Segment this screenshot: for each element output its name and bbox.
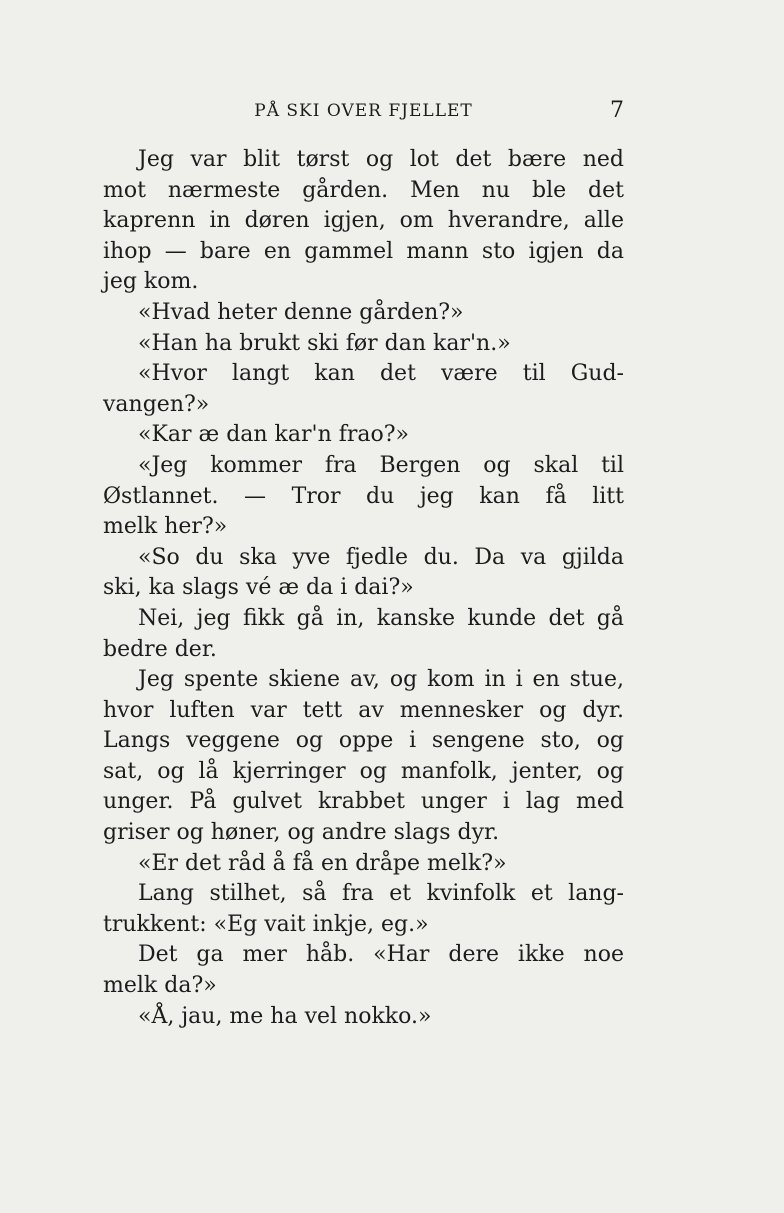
text-line: «Hvor langt kan det være til Gud- [138,361,624,387]
text-line: «Er det råd å få en dråpe melk?» [138,850,507,876]
text-line: melk her?» [103,514,228,540]
text-line: mot nærmeste gården. Men nu ble det [103,177,624,203]
text-line: ihop — bare en gammel mann sto igjen da [103,238,624,264]
text-line: «Å, jau, me ha vel nokko.» [138,1003,432,1029]
text-line: bedre der. [103,636,217,662]
text-line: jeg kom. [103,269,199,295]
text-line: unger. På gulvet krabbet unger i lag med [103,789,624,815]
text-line: Østlannet. — Tror du jeg kan få litt [103,483,624,509]
text-line: «Han ha brukt ski før dan kar'n.» [138,330,511,356]
text-line: sat, og lå kjerringer og manfolk, jenter, og [103,758,624,784]
text-line: Jeg spente skiene av, og kom in i en stue, [138,667,624,693]
text-line: melk da?» [103,973,217,999]
text-line: Nei, jeg fikk gå in, kanske kunde det gå [138,605,624,631]
text-line: kaprenn in døren igjen, om hverandre, alle [103,208,624,234]
text-line: «Hvad heter denne gården?» [138,299,464,325]
text-line: «Jeg kommer fra Bergen og skal til [138,452,624,478]
text-line: Langs veggene og oppe i sengene sto, og [103,728,624,754]
text-line: Lang stilhet, så fra et kvinfolk et lang- [138,881,624,907]
text-line: Det ga mer håb. «Har dere ikke noe [138,942,624,968]
text-line: trukkent: «Eg vait inkje, eg.» [103,911,429,937]
body-text [103,145,624,1032]
text-line: hvor luften var tett av mennesker og dyr. [103,697,624,723]
text-line: vangen?» [103,391,210,417]
text-line: griser og høner, og andre slags dyr. [103,820,500,846]
text-line: ski, ka slags vé æ da i dai?» [103,575,414,601]
text-line: «So du ska yve fjedle du. Da va gjilda [138,544,624,570]
text-line: Jeg var blit tørst og lot det bære ned [138,147,624,172]
text-line: «Kar æ dan kar'n frao?» [138,422,410,448]
page-number: 7 [610,98,624,123]
running-head: PÅ SKI OVER FJELLET [254,101,473,121]
